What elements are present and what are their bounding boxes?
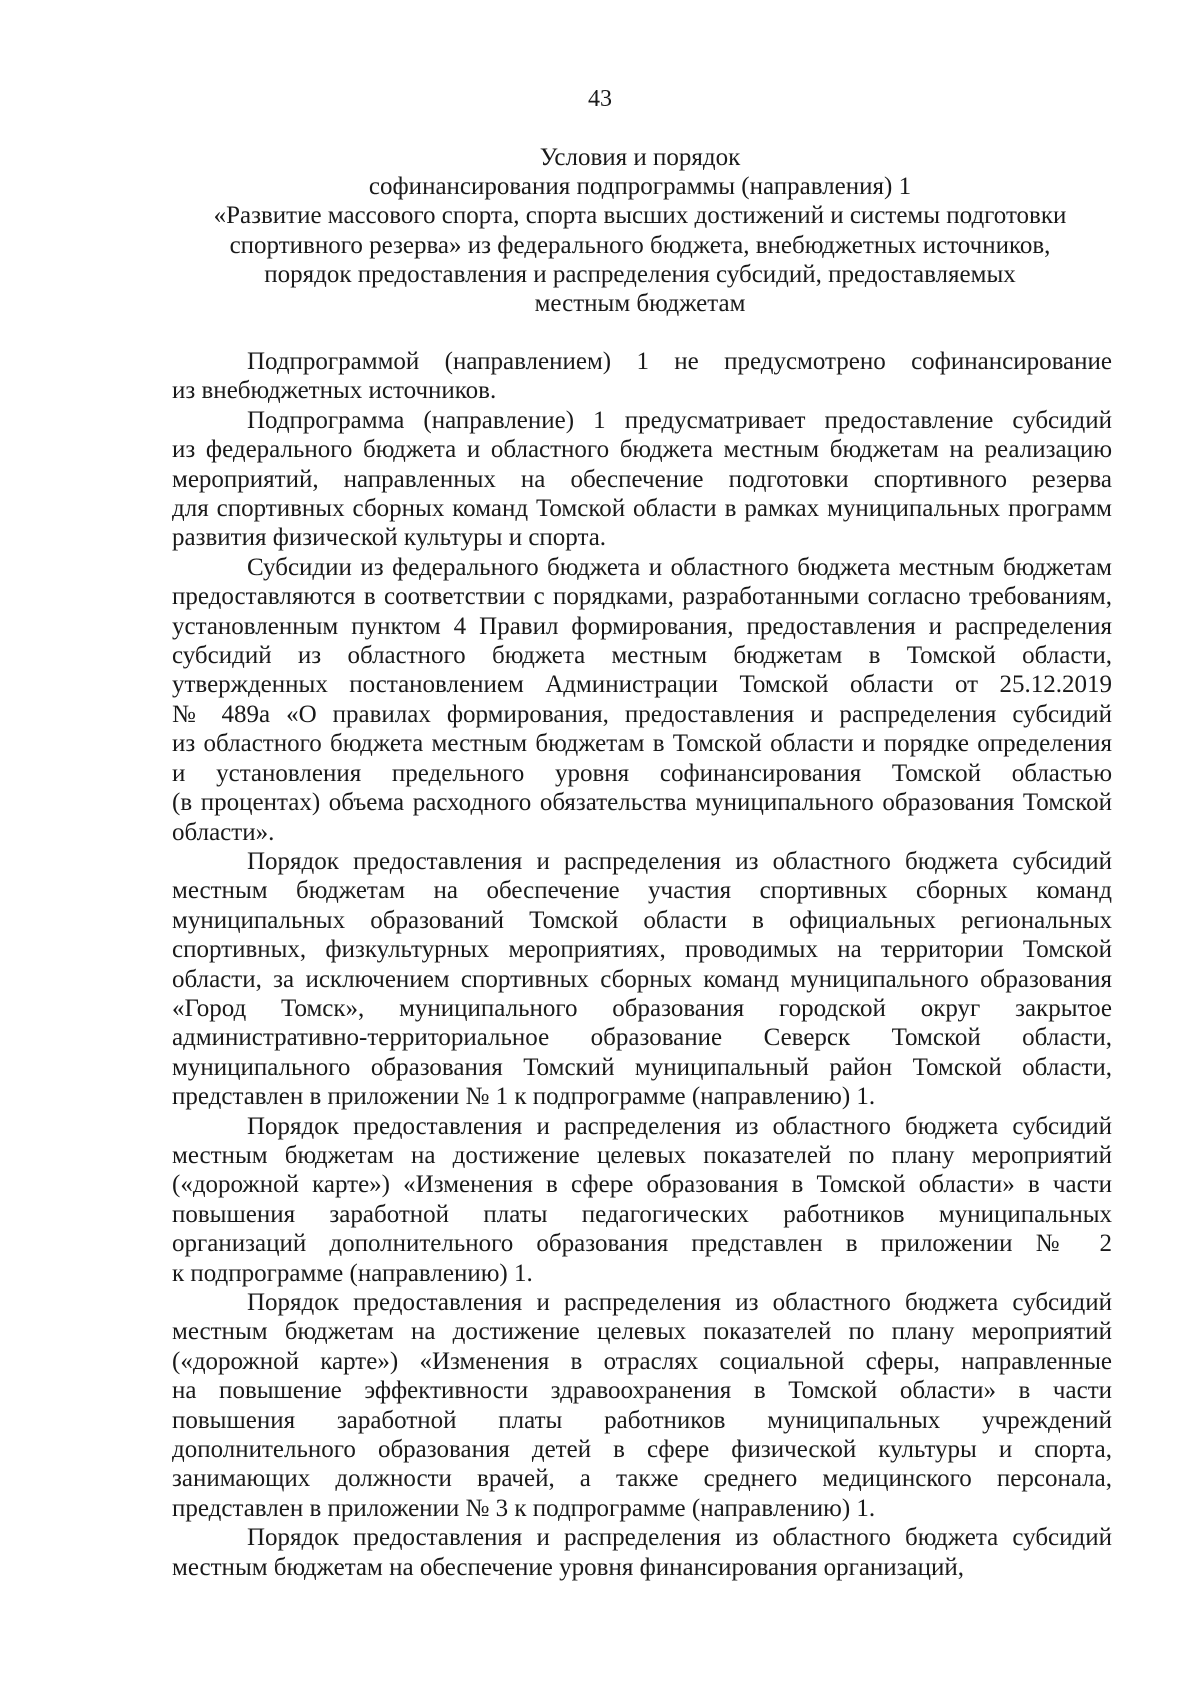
- paragraph-line: из областного бюджета местным бюджетам в Томской области и порядке определения: [172, 730, 1112, 758]
- paragraph-line: (в процентах) объема расходного обязательства муниципального образования Томской: [172, 789, 1112, 817]
- paragraph-line: из внебюджетных источников.: [172, 377, 497, 405]
- paragraph-line: области».: [172, 818, 275, 846]
- paragraph: [172, 1112, 1112, 1288]
- paragraph-line: и установления предельного уровня софинансирования Томской областью: [172, 759, 1112, 787]
- paragraph-line: повышения заработной платы педагогических работников муниципальных: [172, 1200, 1112, 1228]
- paragraph-line: представлен в приложении № 1 к подпрограмме (направлению) 1.: [172, 1083, 876, 1111]
- paragraph-line: местным бюджетам на обеспечение уровня финансирования организаций,: [172, 1553, 965, 1581]
- paragraph-line: для спортивных сборных команд Томской области в рамках муниципальных программ: [172, 495, 1112, 523]
- paragraph-line: Порядок предоставления и распределения из областного бюджета субсидий: [247, 1289, 1112, 1316]
- paragraph-line: дополнительного образования детей в сфере физической культуры и спорта,: [172, 1436, 1112, 1464]
- paragraph-line: Субсидии из федерального бюджета и областного бюджета местным бюджетам: [247, 553, 1112, 581]
- paragraph-line: установленным пунктом 4 Правил формирования, предоставления и распределения: [172, 612, 1112, 640]
- paragraph-line: муниципальных образований Томской области в официальных региональных: [172, 906, 1112, 934]
- paragraph-line: субсидий из областного бюджета местным бюджетам в Томской области,: [172, 642, 1112, 670]
- paragraph: [172, 1288, 1112, 1523]
- paragraph-line: Порядок предоставления и распределения из областного бюджета субсидий: [247, 847, 1112, 875]
- paragraph-line: № 489а «О правилах формирования, предоставления и распределения субсидий: [172, 700, 1112, 728]
- paragraph: [172, 1523, 1112, 1582]
- paragraph-line: Порядок предоставления и распределения из областного бюджета субсидий: [247, 1112, 1112, 1140]
- paragraph-line: повышения заработной платы работников муниципальных учреждений: [172, 1406, 1112, 1434]
- heading-line: «Развитие массового спорта, спорта высших достижений и системы подготовки: [213, 202, 1067, 230]
- paragraph: [172, 553, 1112, 847]
- paragraph-line: («дорожной карте») «Изменения в сфере образования в Томской области» в части: [172, 1171, 1112, 1199]
- paragraph-line: к подпрограмме (направлению) 1.: [172, 1259, 533, 1287]
- paragraph-line: местным бюджетам на достижение целевых показателей по плану мероприятий: [172, 1141, 1112, 1169]
- document-body: [172, 347, 1112, 1582]
- heading-line: порядок предоставления и распределения субсидий, предоставляемых: [264, 260, 1016, 288]
- heading-line: спортивного резерва» из федерального бюджета, внебюджетных источников,: [229, 231, 1051, 259]
- paragraph-line: спортивных, физкультурных мероприятиях, проводимых на территории Томской: [172, 936, 1112, 964]
- heading-line: местным бюджетам: [534, 290, 746, 318]
- paragraph-line: на повышение эффективности здравоохранения в Томской области» в части: [172, 1377, 1112, 1405]
- document-heading: [160, 143, 1120, 318]
- paragraph-line: Подпрограммой (направлением) 1 не предусмотрено софинансирование: [247, 348, 1112, 375]
- paragraph-line: утвержденных постановлением Администрации Томской области от 25.12.2019: [172, 671, 1112, 699]
- paragraph: [172, 347, 1112, 406]
- paragraph-line: местным бюджетам на обеспечение участия спортивных сборных команд: [172, 877, 1112, 905]
- heading-line: Условия и порядок: [539, 144, 741, 171]
- paragraph-line: представлен в приложении № 3 к подпрограмме (направлению) 1.: [172, 1494, 876, 1522]
- paragraph-line: области, за исключением спортивных сборных команд муниципального образования: [172, 965, 1112, 993]
- paragraph-line: из федерального бюджета и областного бюджета местным бюджетам на реализацию: [172, 436, 1112, 464]
- paragraph-line: местным бюджетам на достижение целевых показателей по плану мероприятий: [172, 1318, 1112, 1346]
- page-number: 43: [588, 86, 612, 112]
- paragraph-line: Подпрограмма (направление) 1 предусматривает предоставление субсидий: [247, 406, 1112, 434]
- paragraph: [172, 406, 1112, 553]
- paragraph-line: развития физической культуры и спорта.: [172, 524, 607, 552]
- paragraph-line: муниципального образования Томский муниципальный район Томской области,: [172, 1053, 1112, 1081]
- paragraph-line: административно-территориальное образование Северск Томской области,: [172, 1024, 1112, 1052]
- paragraph-line: «Город Томск», муниципального образования городской округ закрытое: [172, 994, 1112, 1022]
- paragraph-line: Порядок предоставления и распределения из областного бюджета субсидий: [247, 1524, 1112, 1552]
- paragraph: [172, 847, 1112, 1112]
- paragraph-line: («дорожной карте») «Изменения в отраслях социальной сферы, направленные: [172, 1347, 1112, 1375]
- heading-line: софинансирования подпрограммы (направления) 1: [368, 173, 912, 201]
- paragraph-line: предоставляются в соответствии с порядками, разработанными согласно требованиям,: [172, 583, 1112, 611]
- paragraph-line: организаций дополнительного образования представлен в приложении № 2: [172, 1230, 1112, 1258]
- paragraph-line: мероприятий, направленных на обеспечение подготовки спортивного резерва: [172, 465, 1112, 493]
- paragraph-line: занимающих должности врачей, а также среднего медицинского персонала,: [172, 1465, 1112, 1493]
